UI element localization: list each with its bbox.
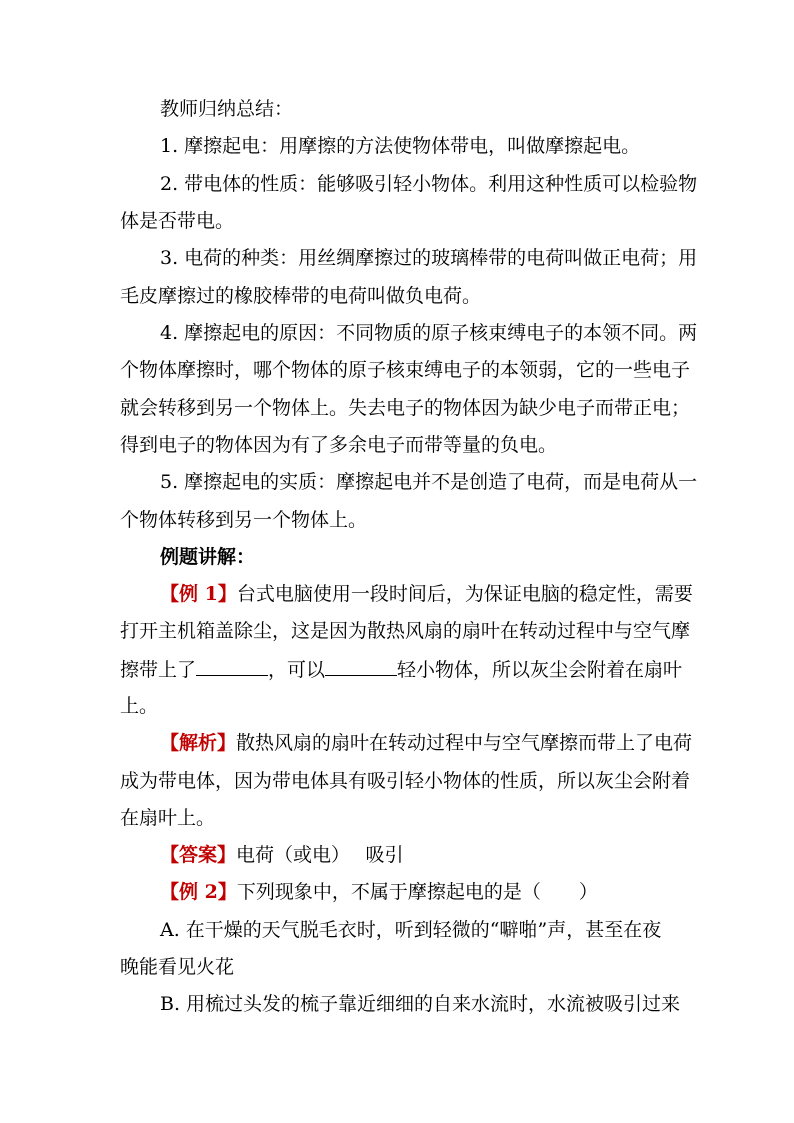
summary-item-3-line-1: 3. 电荷的种类：用丝绸摩擦过的玻璃棒带的电荷叫做正电荷；用	[160, 247, 698, 269]
summary-heading: 教师归纳总结：	[160, 98, 294, 120]
summary-item-5-line-1: 5. 摩擦起电的实质：摩擦起电并不是创造了电荷，而是电荷从一	[160, 471, 698, 493]
analysis-text: 散热风扇的扇叶在转动过程中与空气摩擦而带上了电荷	[236, 732, 693, 754]
summary-item-3-line-2: 毛皮摩擦过的橡胶棒带的电荷叫做负电荷。	[120, 285, 482, 307]
analysis-line-3: 在扇叶上。	[120, 807, 216, 829]
analysis-line-1	[160, 731, 692, 755]
answer-blank-2	[325, 657, 397, 676]
example-1-fill-text-c: 轻小物体，所以灰尘会附着在扇叶	[397, 659, 683, 681]
answer-text: 电荷（或电） 吸引	[236, 844, 404, 866]
summary-item-5-line-2: 个物体转移到另一个物体上。	[120, 509, 368, 531]
example-1-line-3	[120, 657, 682, 681]
example-1-fill-text-a: 擦带上了	[120, 659, 197, 681]
answer-blank-1	[196, 657, 268, 676]
example-2-tag: 【例 2】	[160, 881, 237, 903]
option-a-line-1: A. 在干燥的天气脱毛衣时，听到轻微的“噼啪”声，甚至在夜	[160, 919, 662, 941]
analysis-tag: 【解析】	[160, 732, 237, 754]
example-1-line-2: 打开主机箱盖除尘，这是因为散热风扇的扇叶在转动过程中与空气摩	[120, 620, 691, 642]
example-2-line-1	[160, 880, 598, 904]
example-1-line-1	[160, 582, 693, 606]
answer-line	[160, 843, 404, 867]
option-b-line-1: B. 用梳过头发的梳子靠近细细的自来水流时，水流被吸引过来	[160, 993, 681, 1015]
summary-item-4-line-2: 个物体摩擦时，哪个物体的原子核束缚电子的本领弱，它的一些电子	[120, 359, 691, 381]
summary-item-4-line-4: 得到电子的物体因为有了多余电子而带等量的负电。	[120, 434, 558, 456]
summary-item-4-line-3: 就会转移到另一个物体上。失去电子的物体因为缺少电子而带正电；	[120, 397, 691, 419]
summary-item-2-line-1: 2. 带电体的性质：能够吸引轻小物体。利用这种性质可以检验物	[160, 173, 698, 195]
example-1-fill-text-b: ，可以	[268, 659, 326, 681]
summary-item-2-line-2: 体是否带电。	[120, 210, 235, 232]
example-1-text: 台式电脑使用一段时间后，为保证电脑的稳定性，需要	[236, 583, 693, 605]
example-1-line-4: 上。	[120, 695, 159, 717]
analysis-line-2: 成为带电体，因为带电体具有吸引轻小物体的性质，所以灰尘会附着	[120, 770, 691, 792]
examples-heading: 例题讲解：	[160, 546, 256, 568]
example-1-tag: 【例 1】	[160, 583, 237, 605]
example-2-text: 下列现象中，不属于摩擦起电的是（ ）	[236, 881, 598, 903]
summary-item-1: 1. 摩擦起电：用摩擦的方法使物体带电，叫做摩擦起电。	[160, 135, 641, 157]
summary-item-4-line-1: 4. 摩擦起电的原因：不同物质的原子核束缚电子的本领不同。两	[160, 322, 698, 344]
option-a-line-2: 晚能看见火花	[120, 956, 235, 978]
answer-tag: 【答案】	[160, 844, 237, 866]
